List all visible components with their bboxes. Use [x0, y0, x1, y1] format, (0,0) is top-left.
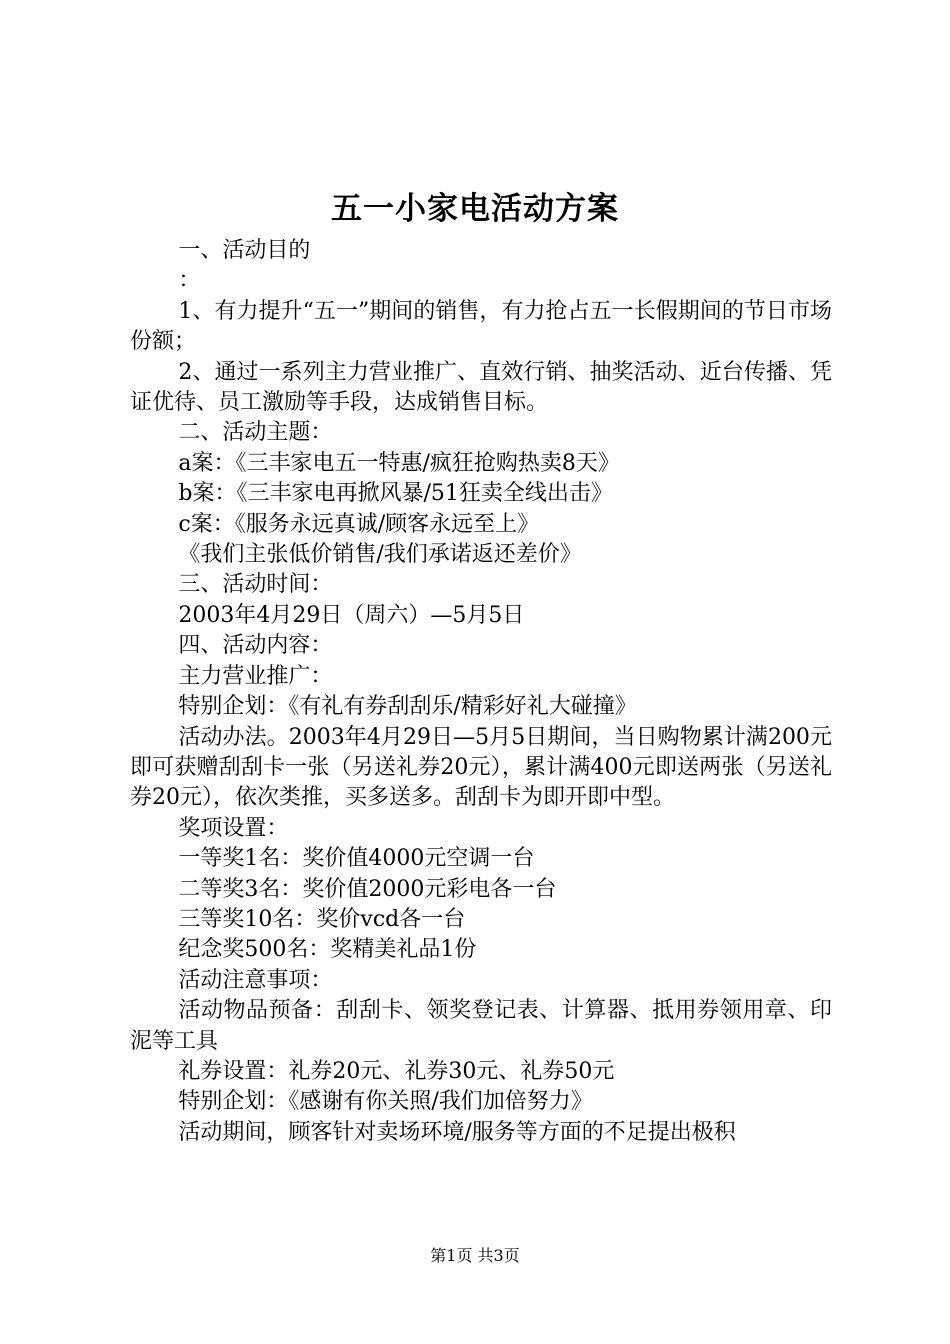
paragraph: 二、活动主题： [178, 420, 333, 446]
paragraph: 四、活动内容： [178, 633, 333, 659]
paragraph: 三、活动时间： [178, 572, 333, 598]
paragraph: 礼券设置：礼券20元、礼券30元、礼券50元 [178, 1058, 615, 1084]
paragraph: c案：《服务永远真诚/顾客永远至上》 [178, 511, 540, 537]
paragraph: 三等奖10名：奖价vcd各一台 [178, 906, 466, 932]
paragraph: 《我们主张低价销售/我们承诺返还差价》 [178, 542, 582, 568]
paragraph: 1、有力提升“五一”期间的销售，有力抢占五一长假期间的节日市场份额； [130, 298, 832, 355]
paragraph: 纪念奖500名：奖精美礼品1份 [178, 937, 477, 963]
paragraph: 2、通过一系列主力营业推广、直效行销、抽奖活动、近台传播、凭证优待、员工激励等手段，达成销售目标。 [130, 359, 832, 416]
paragraph: 活动办法。2003年4月29日—5月5日期间，当日购物累计满200元即可获赠刮刮卡一张（另送礼券20元），累计满400元即送两张（另送礼券20元），依次类推，买多送多。刮刮卡为即开即中型。 [130, 724, 832, 811]
paragraph: 特别企划：《有礼有券刮刮乐/精彩好礼大碰撞》 [178, 694, 637, 720]
paragraph: ： [178, 268, 201, 294]
paragraph: b案：《三丰家电再掀风暴/51狂卖全线出击》 [178, 481, 613, 507]
paragraph: 一等奖1名：奖价值4000元空调一台 [178, 846, 535, 872]
document-body [130, 236, 832, 1148]
paragraph: 活动物品预备：刮刮卡、领奖登记表、计算器、抵用券领用章、印泥等工具 [130, 998, 832, 1054]
page-indicator: 第1页 共3页 [430, 1246, 520, 1265]
paragraph: 主力营业推广： [178, 663, 333, 689]
paragraph: 二等奖3名：奖价值2000元彩电各一台 [178, 876, 557, 902]
paragraph: 奖项设置： [178, 815, 289, 841]
document-title: 五一小家电活动方案 [331, 191, 619, 227]
paragraph: a案：《三丰家电五一特惠/疯狂抢购热卖8天》 [178, 450, 620, 476]
paragraph: 特别企划：《感谢有你关照/我们加倍努力》 [178, 1089, 593, 1115]
paragraph: 一、活动目的 [178, 238, 311, 263]
paragraph: 2003年4月29日（周六）—5月5日 [178, 602, 525, 628]
paragraph: 活动注意事项： [178, 967, 333, 993]
paragraph: 活动期间，顾客针对卖场环境/服务等方面的不足提出极积 [178, 1119, 736, 1145]
